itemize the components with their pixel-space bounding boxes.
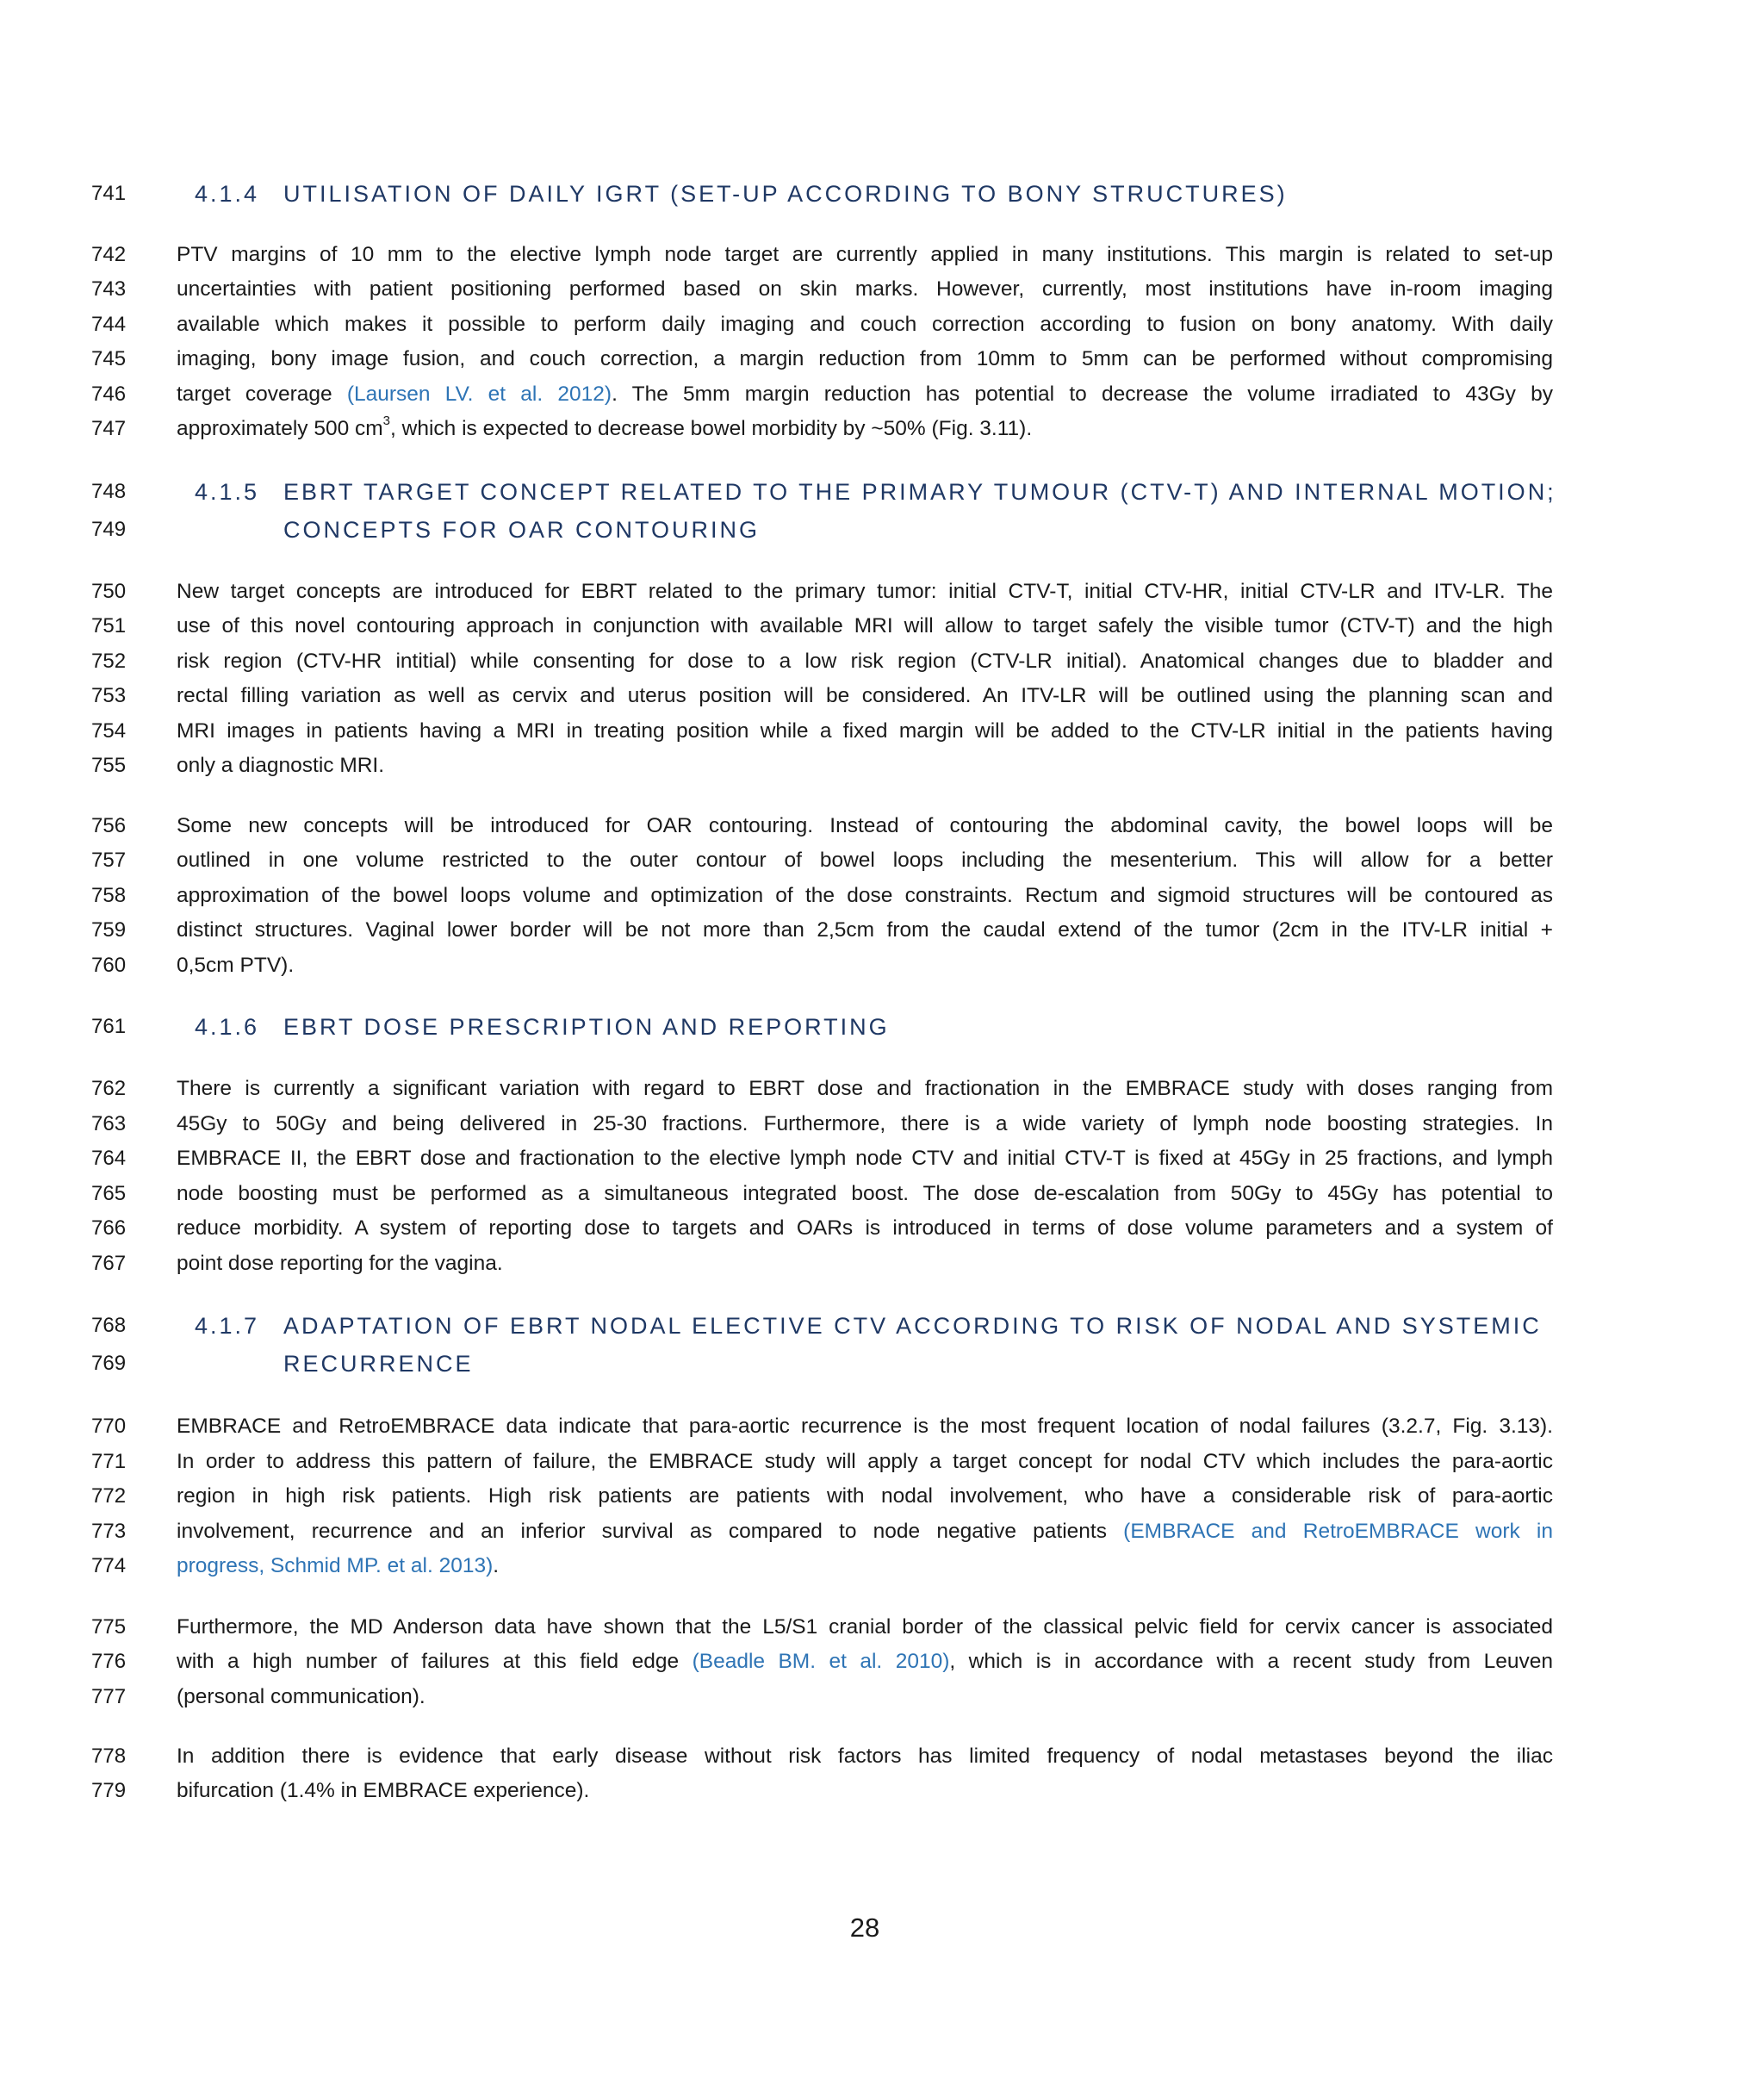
line-number: 779 [91, 1779, 127, 1802]
paragraph-line: region in high risk patients. High risk patients are patients with nodal involvement, who have a considerable risk of para-aortic [177, 1484, 1553, 1508]
paragraph-line: reduce morbidity. A system of reporting dose to targets and OARs is introduced in terms of dose volume parameters and a system of [177, 1216, 1553, 1240]
line-776 [0, 1645, 1764, 1679]
text-segment: . The 5mm margin reduction has potential to decrease the volume irradiated to 43Gy by [612, 383, 1554, 406]
paragraph-line: EMBRACE II, the EBRT dose and fractionation to the elective lymph node CTV and initial CTV-T is fixed at 45Gy in 25 fractions, and lymph [177, 1147, 1553, 1170]
line-744 [0, 308, 1764, 342]
paragraph-line: 45Gy to 50Gy and being delivered in 25-30 fractions. Furthermore, there is a wide variety of lymph node boosting strategies. In [177, 1112, 1553, 1135]
line-741 [0, 177, 1764, 211]
line-number: 742 [91, 243, 127, 266]
line-772 [0, 1479, 1764, 1514]
paragraph-line: New target concepts are introduced for EBRT related to the primary tumor: initial CTV-T, initial CTV-HR, initial CTV-LR and ITV-LR. The [177, 580, 1553, 603]
line-number: 749 [91, 518, 127, 541]
paragraph-line: EMBRACE and RetroEMBRACE data indicate that para-aortic recurrence is the most frequent location of nodal failures (3.2.7, Fig. 3.13). [177, 1415, 1553, 1438]
line-767 [0, 1247, 1764, 1281]
line-747 [0, 412, 1764, 446]
line-number: 776 [91, 1650, 127, 1673]
paragraph-line: risk region (CTV-HR intitial) while consenting for dose to a low risk region (CTV-LR initial). Anatomical changes due to bladder and [177, 650, 1553, 673]
paragraph-line: imaging, bony image fusion, and couch correction, a margin reduction from 10mm to 5mm can be performed without compromising [177, 347, 1553, 370]
paragraph-line: 0,5cm PTV). [177, 954, 295, 977]
text-segment: . [493, 1554, 500, 1577]
line-number: 741 [91, 182, 127, 205]
paragraph-line: use of this novel contouring approach in conjunction with available MRI will allow to target safely the visible tumor (CTV-T) and the high [177, 614, 1553, 638]
line-number: 757 [91, 849, 127, 872]
section-number: 4.1.4 [195, 181, 260, 207]
line-number: 766 [91, 1216, 127, 1240]
citation-link[interactable]: progress, Schmid MP. et al. 2013) [177, 1554, 494, 1577]
line-number: 763 [91, 1112, 127, 1135]
paragraph-line [177, 377, 1553, 412]
line-753 [0, 679, 1764, 713]
section-number: 4.1.5 [195, 479, 260, 505]
line-766 [0, 1211, 1764, 1246]
line-number: 764 [91, 1147, 127, 1170]
paragraph-line: In order to address this pattern of failure, the EMBRACE study will apply a target concept for nodal CTV which includes the para-aortic [177, 1450, 1553, 1473]
line-number: 754 [91, 719, 127, 743]
line-743 [0, 272, 1764, 307]
paragraph-line: distinct structures. Vaginal lower border will be not more than 2,5cm from the caudal extend of the tumor (2cm in the ITV-LR initial + [177, 918, 1553, 942]
line-number: 767 [91, 1252, 127, 1275]
line-760 [0, 948, 1764, 983]
line-777 [0, 1680, 1764, 1714]
line-number: 747 [91, 417, 127, 440]
line-number: 745 [91, 347, 127, 370]
line-number: 759 [91, 918, 127, 942]
line-754 [0, 714, 1764, 749]
line-764 [0, 1141, 1764, 1176]
line-778 [0, 1739, 1764, 1774]
line-774 [0, 1549, 1764, 1583]
line-number: 755 [91, 754, 127, 777]
line-number: 777 [91, 1685, 127, 1708]
line-number: 760 [91, 954, 127, 977]
line-755 [0, 749, 1764, 783]
line-770 [0, 1409, 1764, 1444]
text-segment: , which is expected to decrease bowel morbidity by ~50% (Fig. 3.11). [390, 417, 1033, 440]
line-762 [0, 1072, 1764, 1106]
line-number: 772 [91, 1484, 127, 1508]
paragraph-line [177, 412, 1553, 446]
citation-link[interactable]: (Beadle BM. et al. 2010) [692, 1650, 950, 1673]
superscript: 3 [382, 413, 391, 428]
paragraph-line: outlined in one volume restricted to the outer contour of bowel loops including the mesenterium. This will allow for a better [177, 849, 1553, 872]
line-771 [0, 1445, 1764, 1479]
line-number: 769 [91, 1352, 127, 1375]
line-765 [0, 1177, 1764, 1211]
line-773 [0, 1514, 1764, 1549]
line-number: 743 [91, 277, 127, 301]
text-segment: with a high number of failures at this field edge [177, 1650, 693, 1673]
section-heading: EBRT DOSE PRESCRIPTION AND REPORTING [283, 1014, 890, 1040]
line-759 [0, 913, 1764, 948]
line-number: 778 [91, 1745, 127, 1768]
line-number: 774 [91, 1554, 127, 1577]
citation-link[interactable]: (EMBRACE and RetroEMBRACE work in [1123, 1520, 1553, 1543]
line-number: 748 [91, 480, 127, 503]
paragraph-line [177, 1514, 1553, 1549]
text-segment: target coverage [177, 383, 347, 406]
paragraph-line: In addition there is evidence that early disease without risk factors has limited frequency of nodal metastases beyond the iliac [177, 1745, 1553, 1768]
paragraph-line: node boosting must be performed as a simultaneous integrated boost. The dose de-escalation from 50Gy to 45Gy has potential to [177, 1182, 1553, 1205]
line-number: 758 [91, 884, 127, 907]
line-number: 752 [91, 650, 127, 673]
paragraph-line: MRI images in patients having a MRI in treating position while a fixed margin will be added to the CTV-LR initial in the patients having [177, 719, 1553, 743]
section-heading: ADAPTATION OF EBRT NODAL ELECTIVE CTV ACCORDING TO RISK OF NODAL AND SYSTEMIC [283, 1313, 1542, 1339]
line-number: 751 [91, 614, 127, 638]
line-775 [0, 1610, 1764, 1645]
paragraph-line [177, 1645, 1553, 1679]
line-number: 768 [91, 1314, 127, 1337]
line-number: 770 [91, 1415, 127, 1438]
line-752 [0, 644, 1764, 679]
line-number: 750 [91, 580, 127, 603]
paragraph-line: rectal filling variation as well as cervix and uterus position will be considered. An ITV-LR will be outlined using the planning scan and [177, 684, 1553, 707]
line-779 [0, 1774, 1764, 1808]
paragraph-line: point dose reporting for the vagina. [177, 1252, 503, 1275]
line-768 [0, 1309, 1764, 1343]
page-number: 28 [849, 1913, 880, 1943]
paragraph-line [177, 1549, 1553, 1583]
line-761 [0, 1010, 1764, 1044]
paragraph-line: bifurcation (1.4% in EMBRACE experience). [177, 1779, 590, 1802]
line-number: 744 [91, 313, 127, 336]
line-748 [0, 475, 1764, 509]
section-heading-continuation: CONCEPTS FOR OAR CONTOURING [283, 517, 761, 543]
paragraph-line: available which makes it possible to perform daily imaging and couch correction according to fusion on bony anatomy. With daily [177, 313, 1553, 336]
line-756 [0, 809, 1764, 843]
line-757 [0, 843, 1764, 878]
line-751 [0, 609, 1764, 644]
line-number: 753 [91, 684, 127, 707]
paragraph-line: approximation of the bowel loops volume and optimization of the dose constraints. Rectum and sigmoid structures will be contoured as [177, 884, 1553, 907]
text-segment: , which is in accordance with a recent study from Leuven [949, 1650, 1554, 1673]
line-745 [0, 342, 1764, 376]
line-763 [0, 1107, 1764, 1141]
text-segment: approximately 500 cm [177, 417, 383, 440]
paragraph-line: There is currently a significant variation with regard to EBRT dose and fractionation in the EMBRACE study with doses ranging from [177, 1077, 1553, 1100]
section-number: 4.1.6 [195, 1014, 260, 1040]
line-number: 775 [91, 1615, 127, 1639]
section-heading-continuation: RECURRENCE [283, 1351, 474, 1377]
line-746 [0, 377, 1764, 412]
section-heading: UTILISATION OF DAILY IGRT (SET-UP ACCORDING TO BONY STRUCTURES) [283, 181, 1288, 207]
line-number: 756 [91, 814, 127, 837]
paragraph-line: Furthermore, the MD Anderson data have shown that the L5/S1 cranial border of the classical pelvic field for cervix cancer is associated [177, 1615, 1553, 1639]
section-heading: EBRT TARGET CONCEPT RELATED TO THE PRIMARY TUMOUR (CTV-T) AND INTERNAL MOTION; [283, 479, 1556, 505]
line-number: 762 [91, 1077, 127, 1100]
line-number: 773 [91, 1520, 127, 1543]
line-number: 771 [91, 1450, 127, 1473]
paragraph-line: uncertainties with patient positioning performed based on skin marks. However, currently, most institutions have in-room imaging [177, 277, 1553, 301]
section-number: 4.1.7 [195, 1313, 260, 1339]
line-number: 761 [91, 1015, 127, 1038]
line-769 [0, 1347, 1764, 1381]
line-749 [0, 513, 1764, 547]
paragraph-line: only a diagnostic MRI. [177, 754, 385, 777]
line-758 [0, 879, 1764, 913]
line-750 [0, 575, 1764, 609]
line-number: 746 [91, 383, 127, 406]
paragraph-line: PTV margins of 10 mm to the elective lymph node target are currently applied in many institutions. This margin is related to set-up [177, 243, 1553, 266]
line-742 [0, 238, 1764, 272]
paragraph-line: (personal communication). [177, 1685, 425, 1708]
paragraph-line: Some new concepts will be introduced for OAR contouring. Instead of contouring the abdominal cavity, the bowel loops will be [177, 814, 1553, 837]
text-segment: involvement, recurrence and an inferior survival as compared to node negative patients [177, 1520, 1124, 1543]
line-number: 765 [91, 1182, 127, 1205]
citation-link[interactable]: (Laursen LV. et al. 2012) [346, 383, 612, 406]
